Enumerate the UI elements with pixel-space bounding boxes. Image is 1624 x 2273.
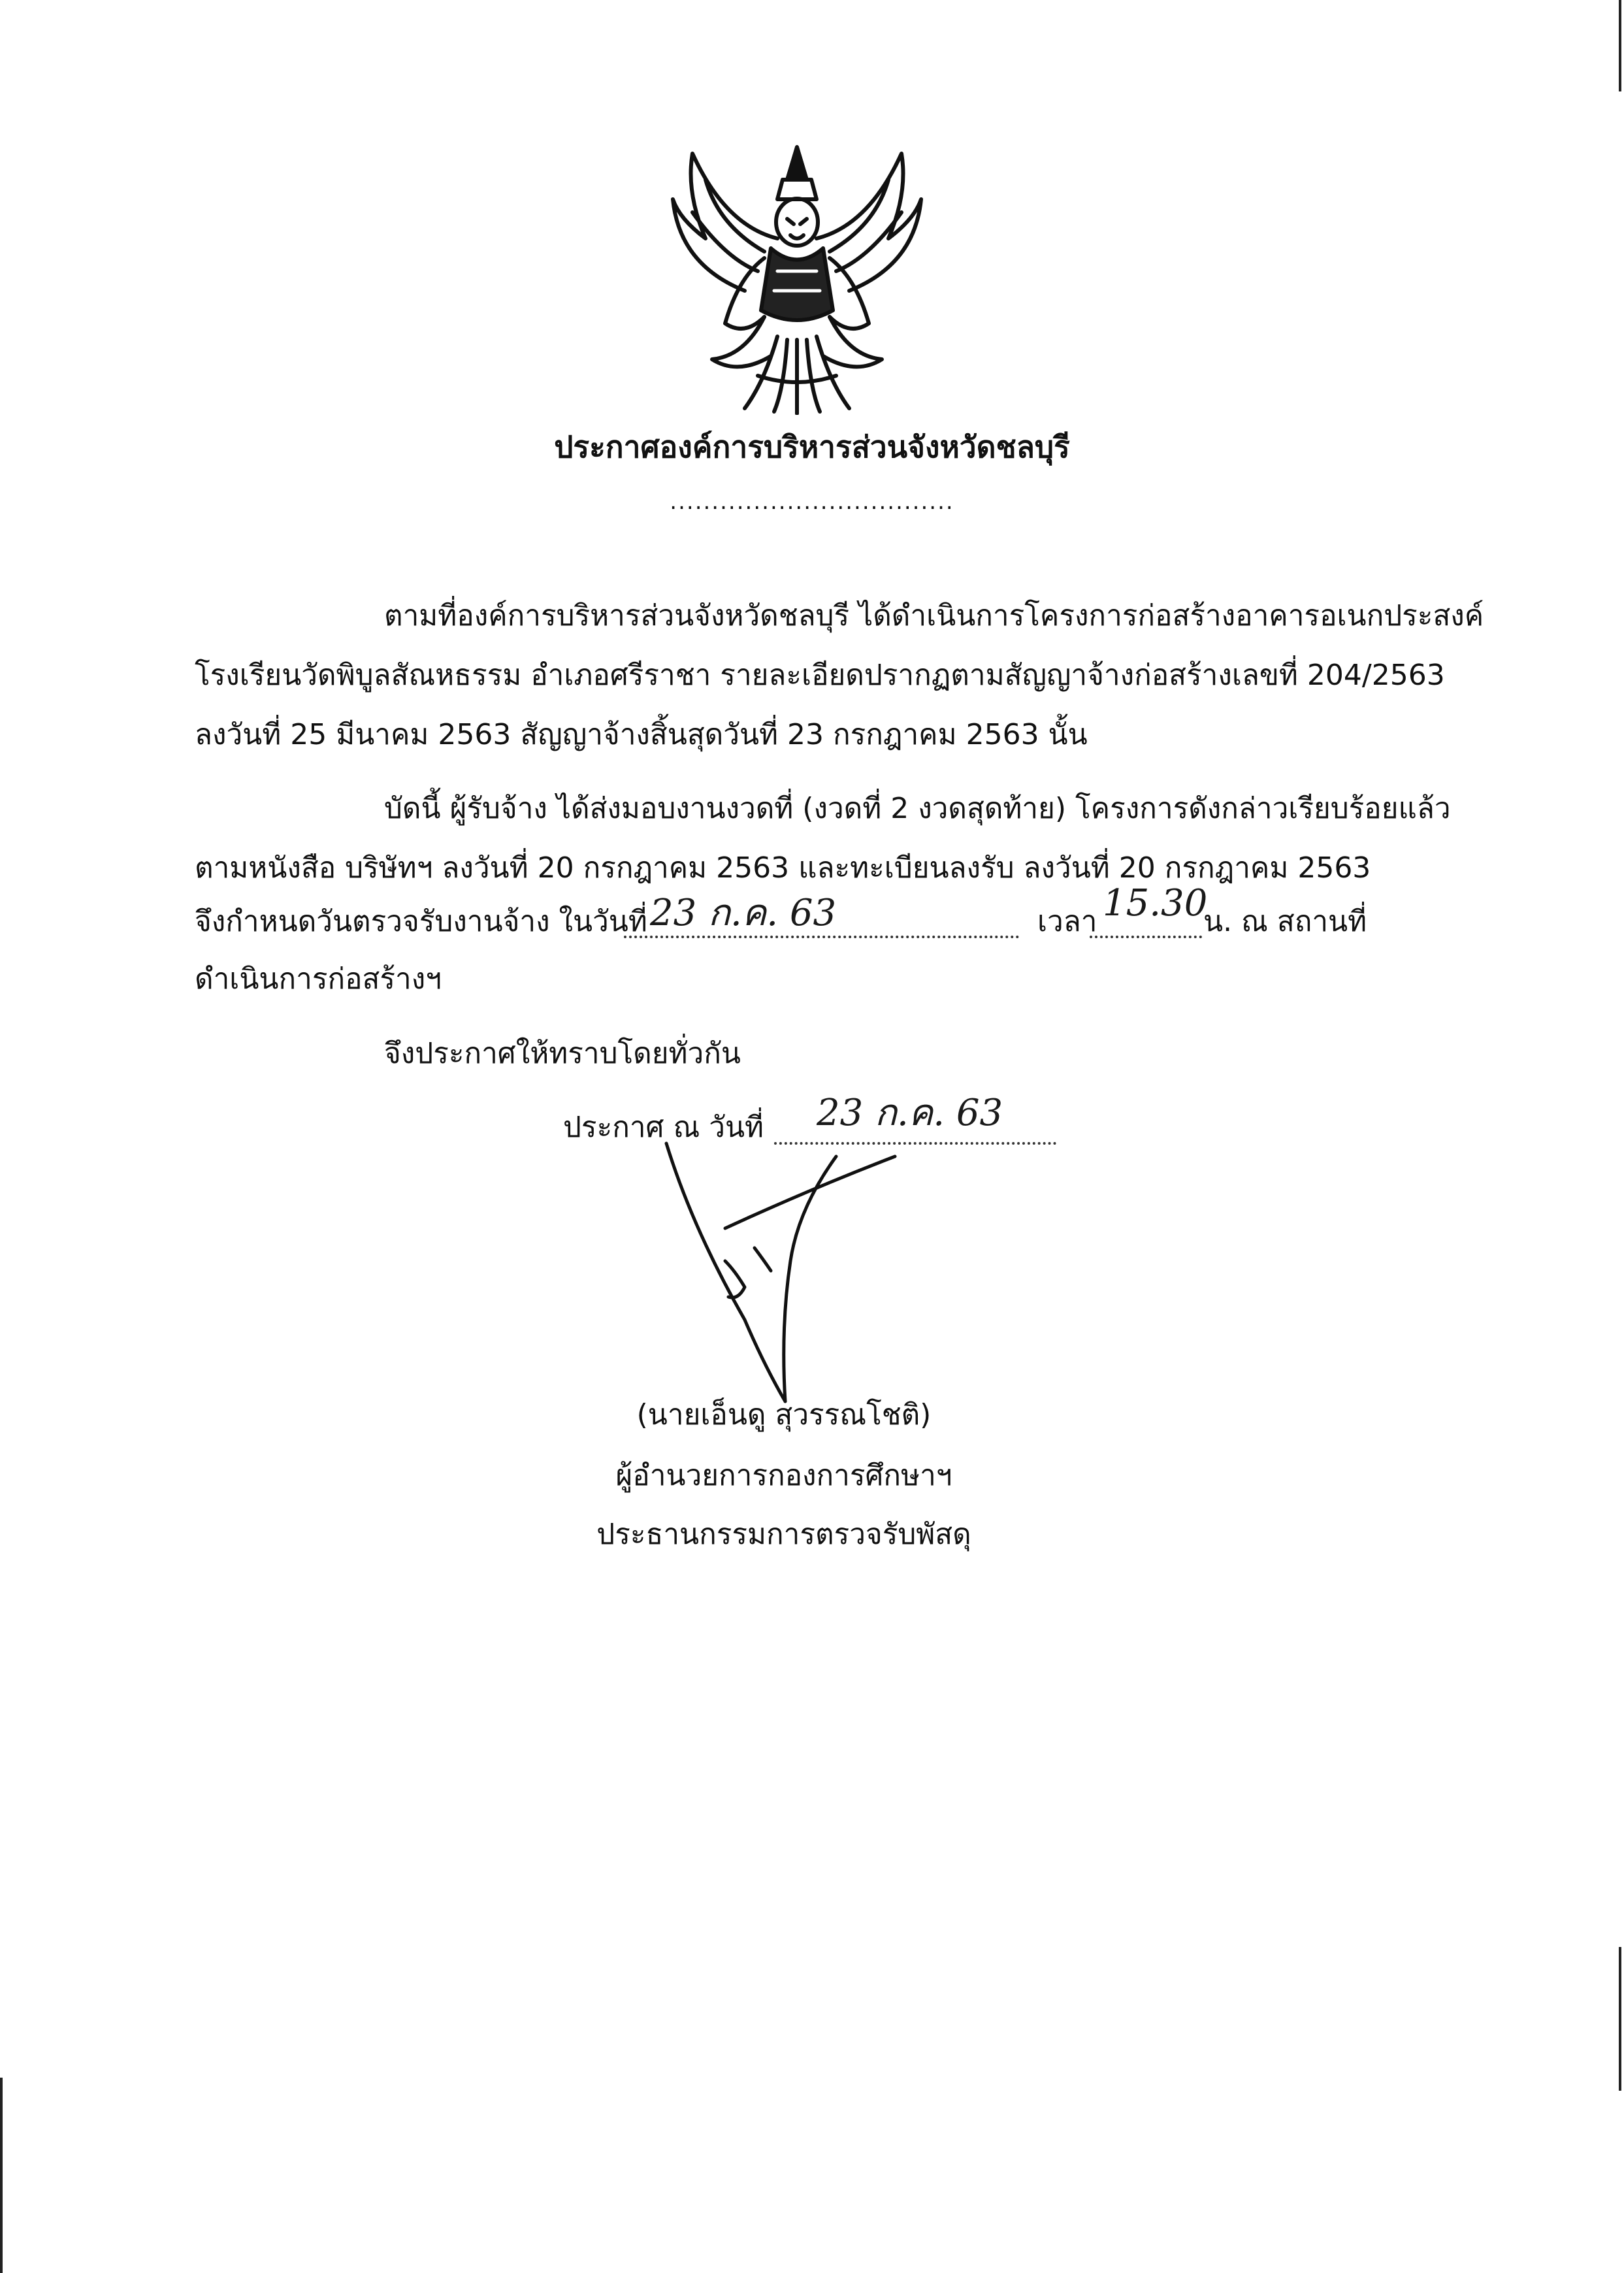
para2-line1: บัดนี้ ผู้รับจ้าง ได้ส่งมอบงานงวดที่ (งวดที่ 2 งวดสุดท้าย) โครงการดังกล่าวเรียบร้อยแล้ว bbox=[384, 792, 1451, 825]
para1-line2: โรงเรียนวัดพิบูลสัณหธรรม อำเภอศรีราชา รายละเอียดปรากฏตามสัญญาจ้างก่อสร้างเลขที่ 204/2563 bbox=[195, 659, 1445, 692]
inspection-date-label: จึงกำหนดวันตรวจรับงานจ้าง ในวันที่ bbox=[195, 905, 647, 938]
para1-line1: ตามที่องค์การบริหารส่วนจังหวัดชลบุรี ได้ดำเนินการโครงการก่อสร้างอาคารอเนกประสงค์ bbox=[384, 599, 1484, 632]
inspection-time-dotline bbox=[1090, 936, 1202, 938]
announce-date-handwritten: 23 ก.ค. 63 bbox=[817, 1092, 1003, 1134]
inspection-place-label: น. ณ สถานที่ bbox=[1203, 905, 1367, 938]
para2-line2: ตามหนังสือ บริษัทฯ ลงวันที่ 20 กรกฎาคม 2563 และทะเบียนลงรับ ลงวันที่ 20 กรกฎาคม 2563 bbox=[195, 851, 1371, 885]
announce-date-label: ประกาศ ณ วันที่ bbox=[563, 1111, 764, 1144]
para1-line3: ลงวันที่ 25 มีนาคม 2563 สัญญาจ้างสิ้นสุดวันที่ 23 กรกฎาคม 2563 นั้น bbox=[195, 718, 1088, 751]
inspection-time-handwritten: 15.30 bbox=[1103, 882, 1208, 924]
garuda-emblem-icon bbox=[666, 140, 928, 415]
inspection-date-handwritten: 23 ก.ค. 63 bbox=[650, 892, 837, 934]
signatory-name: (นายเอ็นดู สุวรรณโชติ) bbox=[636, 1398, 932, 1431]
scan-edge-mark bbox=[1619, 0, 1621, 91]
inspection-time-label: เวลา bbox=[1037, 905, 1097, 938]
scan-edge-mark bbox=[1619, 1947, 1621, 2091]
scan-edge-mark bbox=[0, 2078, 3, 2273]
signatory-role: ประธานกรรมการตรวจรับพัสดุ bbox=[596, 1518, 971, 1551]
handwritten-signature bbox=[647, 1130, 921, 1424]
para2-line4: ดำเนินการก่อสร้างฯ bbox=[195, 962, 442, 996]
para3-closing: จึงประกาศให้ทราบโดยทั่วกัน bbox=[384, 1037, 741, 1070]
document-title: ประกาศองค์การบริหารส่วนจังหวัดชลบุรี bbox=[554, 429, 1070, 465]
signatory-position: ผู้อำนวยการกองการศึกษาฯ bbox=[615, 1459, 952, 1492]
title-rule: .................................. bbox=[670, 489, 954, 515]
